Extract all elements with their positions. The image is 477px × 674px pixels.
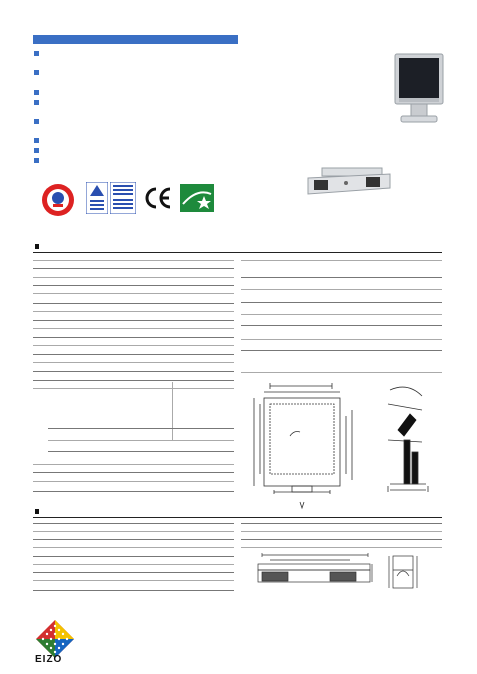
specifications-section-marker: [35, 244, 39, 249]
tuv-certificate-icon: [110, 182, 136, 214]
table-row: [33, 556, 234, 557]
eizo-logo-text: EIZO: [35, 654, 63, 665]
table-row: [48, 451, 234, 452]
ce-mark-icon: [144, 186, 172, 210]
speaker-side-dimension-drawing: [385, 552, 421, 592]
table-row: [33, 481, 234, 482]
table-column-divider: [172, 382, 173, 440]
energy-star-icon: [180, 184, 214, 212]
table-row: [33, 572, 234, 573]
feature-bullet: [34, 90, 39, 95]
feature-bullet: [34, 138, 39, 143]
table-row: [241, 531, 442, 532]
table-row: [241, 325, 442, 326]
table-row: [241, 539, 442, 540]
monitor-front-dimension-drawing: [248, 380, 368, 512]
table-row: [48, 428, 234, 429]
table-row: [241, 260, 442, 261]
table-row: [33, 320, 234, 321]
feature-bullet: [34, 70, 39, 75]
feature-bullet: [34, 148, 39, 153]
table-row: [33, 590, 234, 591]
table-row: [241, 277, 442, 278]
table-row: [241, 372, 442, 373]
table-row: [33, 539, 234, 540]
table-row: [33, 345, 234, 346]
tco99-seal-icon: [40, 182, 76, 218]
table-row: [33, 580, 234, 581]
table-row: [33, 371, 234, 372]
table-row: [241, 302, 442, 303]
table-row: [33, 472, 234, 473]
table-row: [33, 564, 234, 565]
table-row: [33, 380, 234, 381]
speaker-front-dimension-drawing: [254, 552, 378, 588]
table-row: [33, 337, 234, 338]
table-row: [33, 464, 234, 465]
table-row: [241, 350, 442, 351]
table-row: [33, 328, 234, 329]
table-row: [241, 314, 442, 315]
speaker-bar-product-image: [306, 166, 392, 202]
options-header-rule: [33, 517, 442, 518]
feature-bullet: [34, 51, 39, 56]
options-section-marker: [35, 509, 39, 514]
table-row: [33, 523, 234, 524]
table-row: [33, 260, 234, 261]
table-row: [241, 547, 442, 548]
table-row: [33, 491, 234, 492]
table-row: [33, 293, 234, 294]
feature-bullet: [34, 119, 39, 124]
specifications-header-rule: [33, 252, 442, 253]
monitor-side-dimension-drawing: [378, 380, 440, 500]
table-row: [33, 354, 234, 355]
table-row: [33, 303, 234, 304]
tuv-ergonomics-icon: [86, 182, 108, 214]
certification-logos: [40, 180, 220, 216]
table-row: [33, 268, 234, 269]
monitor-product-image: [393, 52, 445, 130]
table-row: [241, 289, 442, 290]
feature-bullet: [34, 100, 39, 105]
table-row: [33, 531, 234, 532]
table-row: [33, 362, 234, 363]
table-row: [33, 285, 234, 286]
header-title-bar: [33, 35, 238, 44]
table-row: [48, 440, 234, 441]
table-row: [241, 523, 442, 524]
table-row: [33, 547, 234, 548]
feature-bullet: [34, 158, 39, 163]
table-row: [33, 277, 234, 278]
table-row: [33, 311, 234, 312]
table-row: [241, 339, 442, 340]
table-row: [33, 388, 234, 389]
